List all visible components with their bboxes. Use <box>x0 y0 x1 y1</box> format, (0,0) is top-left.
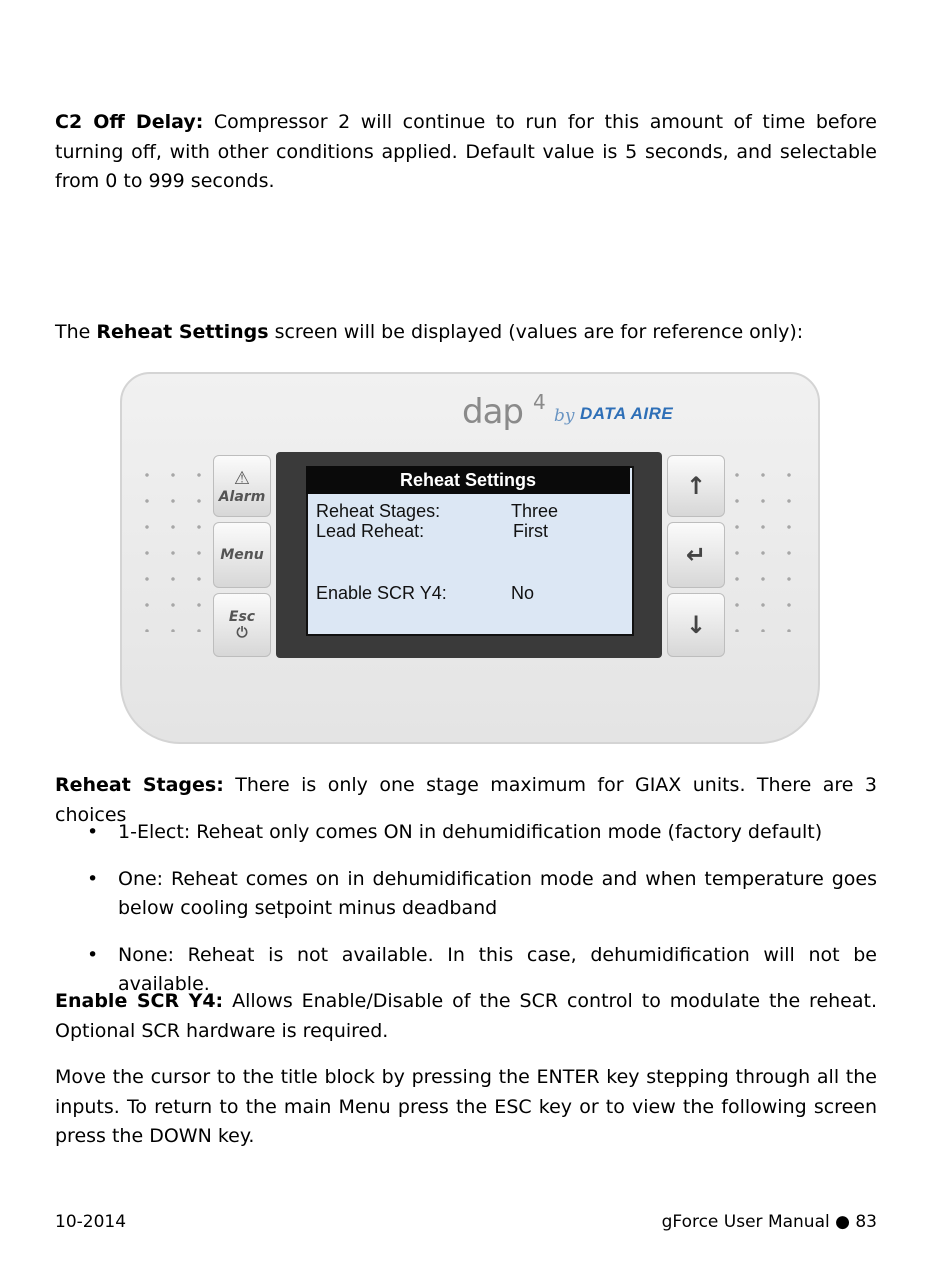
enable-scr-paragraph <box>55 987 877 1046</box>
bullet-dot: • <box>87 821 99 843</box>
brand-by: by <box>554 406 575 426</box>
bullet-text-one: One: Reheat comes on in dehumidification mode and when temperature goes below cooling setpoint minus deadband <box>118 867 877 919</box>
enable-scr-label: Enable SCR Y4: <box>55 990 224 1012</box>
lcd-title: Reheat Settings <box>306 466 630 494</box>
bullet-text-1-elect: 1-Elect: Reheat only comes ON in dehumidification mode (factory default) <box>118 821 823 843</box>
menu-button[interactable] <box>213 522 271 588</box>
lcd-value-reheat-stages: Three <box>511 501 559 521</box>
lcd-label-enable-scr: Enable SCR Y4: <box>316 583 447 603</box>
move-cursor-text-2: Move the cursor to the title block by pressing the ENTER key stepping through all the inputs. To return to the main Menu press the ESC key or to view the following screen press the DOWN key. <box>55 1066 877 1147</box>
up-arrow-icon: ↑ <box>685 472 707 500</box>
lcd-label-reheat-stages: Reheat Stages: <box>316 501 441 521</box>
speaker-dots-left <box>134 462 212 632</box>
reheat-screen-intro <box>55 318 877 348</box>
reheat-stages-label: Reheat Stages: <box>55 774 224 796</box>
up-button[interactable] <box>667 455 725 517</box>
menu-label: Menu <box>220 547 264 563</box>
c2-off-delay-paragraph <box>55 108 877 197</box>
power-icon: ⏻ <box>236 625 248 641</box>
esc-button[interactable] <box>213 593 271 657</box>
down-button[interactable] <box>667 593 725 657</box>
bullet-text-none: None: Reheat is not available. In this case, dehumidification will not be available. <box>118 943 877 995</box>
intro-the: The <box>55 321 97 343</box>
brand-sup: 4 <box>533 390 546 414</box>
brand-company: DATA AIRE <box>580 404 674 423</box>
enable-scr-text: Allows Enable/Disable of the SCR control to modulate the reheat. Optional SCR hardware is required. <box>55 990 878 1042</box>
reheat-settings-bold: Reheat Settings <box>96 321 269 343</box>
esc-label: Esc <box>228 609 256 625</box>
down-arrow-icon: ↓ <box>685 611 707 639</box>
alarm-label: Alarm <box>218 488 266 505</box>
enter-button[interactable] <box>667 522 725 588</box>
list-item <box>55 865 877 924</box>
lcd-label-lead-reheat: Lead Reheat: <box>316 521 425 541</box>
alarm-button[interactable] <box>213 455 271 517</box>
list-item <box>55 818 877 848</box>
bullet-dot: • <box>87 943 99 966</box>
c2-off-delay-label: C2 Off Delay: <box>55 111 204 133</box>
brand-dap: dap <box>462 392 523 432</box>
move-cursor-paragraph-2 <box>55 1063 877 1152</box>
footer-date: 10-2014 <box>55 1212 127 1232</box>
footer-manual-page: gForce User Manual ● 83 <box>661 1212 877 1232</box>
lcd-value-enable-scr: No <box>511 583 535 603</box>
reheat-stages-text: There is only one stage maximum for GIAX units. There are 3 choices <box>55 774 878 826</box>
c2-off-delay-text: Compressor 2 will continue to run for this amount of time before turning off, with other conditions applied. Default value is 5 seconds, and selectable from 0 to 999 seconds. <box>55 111 877 192</box>
bullet-dot: • <box>87 867 99 890</box>
alarm-icon: ⚠ <box>233 467 251 489</box>
reheat-screen-text: screen will be displayed (values are for reference only): <box>268 321 804 343</box>
speaker-dots-right <box>724 462 802 632</box>
dap4-logo <box>462 392 682 432</box>
enter-arrow-icon: ↵ <box>685 541 707 569</box>
lcd-value-lead-reheat: First <box>513 521 548 541</box>
